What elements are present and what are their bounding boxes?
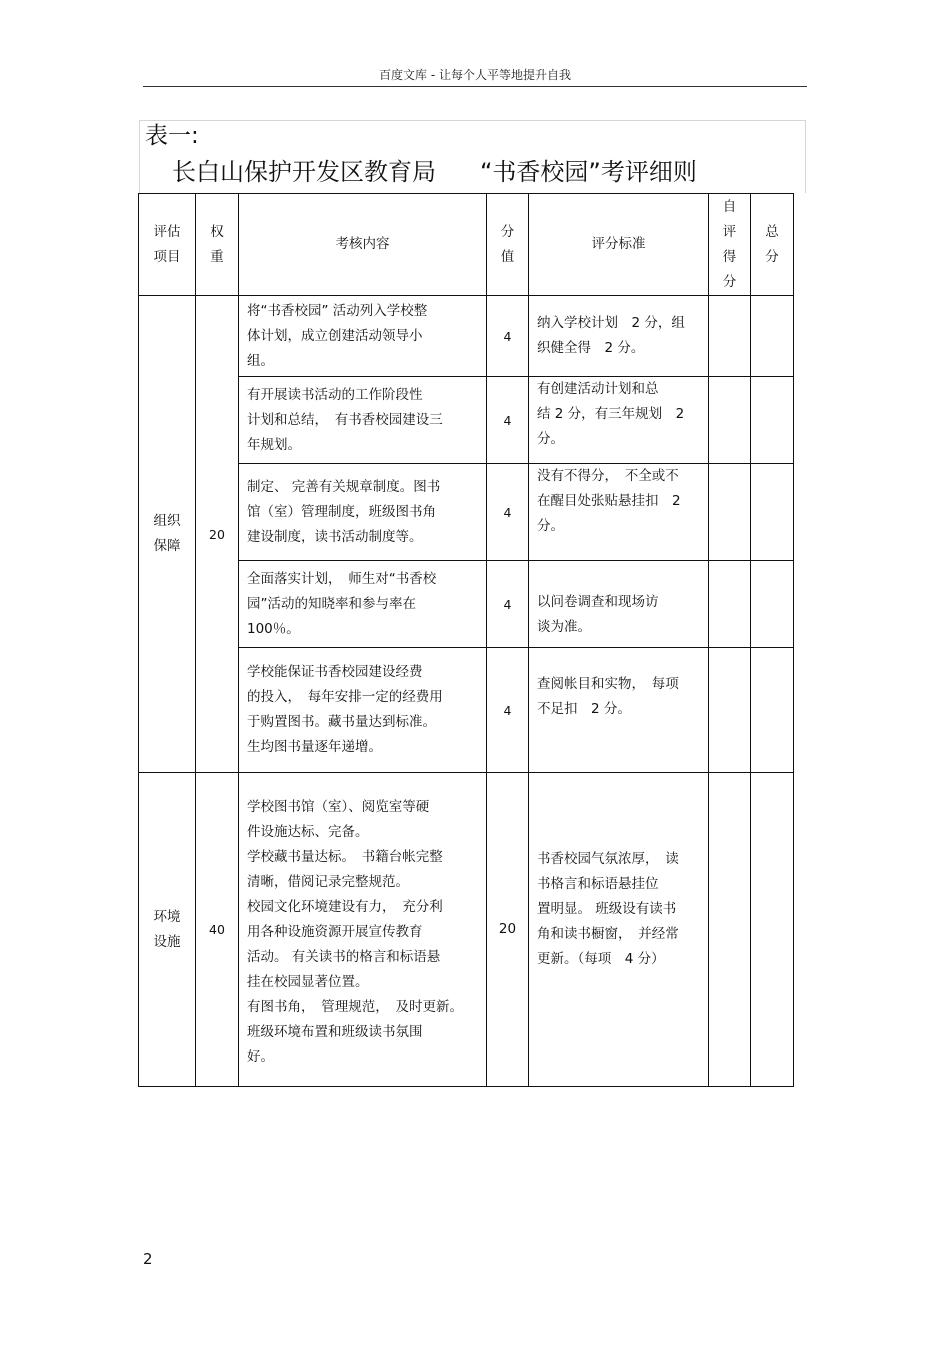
header-self-score: 自 评 得 分 (709, 194, 751, 296)
total-score-cell (751, 773, 794, 1087)
table-row (139, 773, 794, 1087)
header-item: 评估 项目 (139, 194, 196, 296)
scoring-standard: 以问卷调查和现场访 谈为准。 (529, 561, 709, 648)
self-score-cell (709, 561, 751, 648)
evaluation-table (138, 193, 794, 1087)
criteria-content: 有开展读书活动的工作阶段性 计划和总结， 有书香校园建设三 年规划。 (239, 377, 487, 464)
self-score-cell (709, 377, 751, 464)
scoring-standard: 查阅帐目和实物， 每项 不足扣 2 分。 (529, 648, 709, 773)
total-score-cell (751, 561, 794, 648)
section-name: 环境 设施 (139, 773, 196, 1087)
section-weight: 40 (196, 773, 239, 1087)
title-name: “书香校园”考评细则 (480, 158, 697, 186)
header-points: 分 值 (487, 194, 529, 296)
scoring-standard: 书香校园气氛浓厚， 读 书格言和标语悬挂位 置明显。 班级设有读书 角和读书橱窗， 并经常 更新。（每项 4 分） (529, 773, 709, 1087)
criteria-points: 20 (487, 773, 529, 1087)
page-number: 2 (143, 1250, 153, 1268)
criteria-points: 4 (487, 377, 529, 464)
criteria-points: 4 (487, 464, 529, 561)
self-score-cell (709, 773, 751, 1087)
criteria-points: 4 (487, 561, 529, 648)
self-score-cell (709, 464, 751, 561)
table-number-label: 表一: (145, 123, 199, 149)
criteria-content: 将“书香校园” 活动列入学校整 体计划，成立创建活动领导小 组。 (239, 296, 487, 377)
page-header: 百度文库 - 让每个人平等地提升自我 (379, 68, 571, 82)
self-score-cell (709, 296, 751, 377)
criteria-content: 全面落实计划， 师生对“书香校 园”活动的知晓率和参与率在 100％。 (239, 561, 487, 648)
table-row (139, 296, 794, 377)
criteria-content: 学校图书馆（室）、阅览室等硬 件设施达标、完备。 学校藏书量达标。 书籍台帐完整 清晰，借阅记录完整规范。 校园文化环境建设有力， 充分利 用各种设施资源开展宣传教育 活动。 有关读书的格言和标语悬 挂在校园显著位置。 有图书角， 管理规范， 及时更新。 班级环境布置和班级读书氛围 好。 (239, 773, 487, 1087)
total-score-cell (751, 296, 794, 377)
header-row (139, 194, 794, 296)
evaluation-table-wrapper (138, 193, 794, 1087)
criteria-points: 4 (487, 648, 529, 773)
criteria-points: 4 (487, 296, 529, 377)
section-name: 组织 保障 (139, 296, 196, 773)
total-score-cell (751, 464, 794, 561)
scoring-standard: 没有不得分， 不全或不 在醒目处张贴悬挂扣 2 分。 (529, 464, 709, 561)
criteria-content: 学校能保证书香校园建设经费 的投入， 每年安排一定的经费用 于购置图书。藏书量达到标准。 生均图书量逐年递增。 (239, 648, 487, 773)
scoring-standard: 纳入学校计划 2 分，组 织健全得 2 分。 (529, 296, 709, 377)
self-score-cell (709, 648, 751, 773)
header-weight: 权 重 (196, 194, 239, 296)
header-divider (143, 86, 807, 87)
header-total: 总 分 (751, 194, 794, 296)
title-organization: 长白山保护开发区教育局 (172, 158, 436, 186)
total-score-cell (751, 648, 794, 773)
document-title (172, 155, 772, 189)
scoring-standard: 有创建活动计划和总 结 2 分，有三年规划 2 分。 (529, 377, 709, 464)
section-weight: 20 (196, 296, 239, 773)
header-content: 考核内容 (239, 194, 487, 296)
criteria-content: 制定、 完善有关规章制度。图书 馆（室）管理制度，班级图书角 建设制度，读书活动制度等。 (239, 464, 487, 561)
header-standard: 评分标准 (529, 194, 709, 296)
total-score-cell (751, 377, 794, 464)
